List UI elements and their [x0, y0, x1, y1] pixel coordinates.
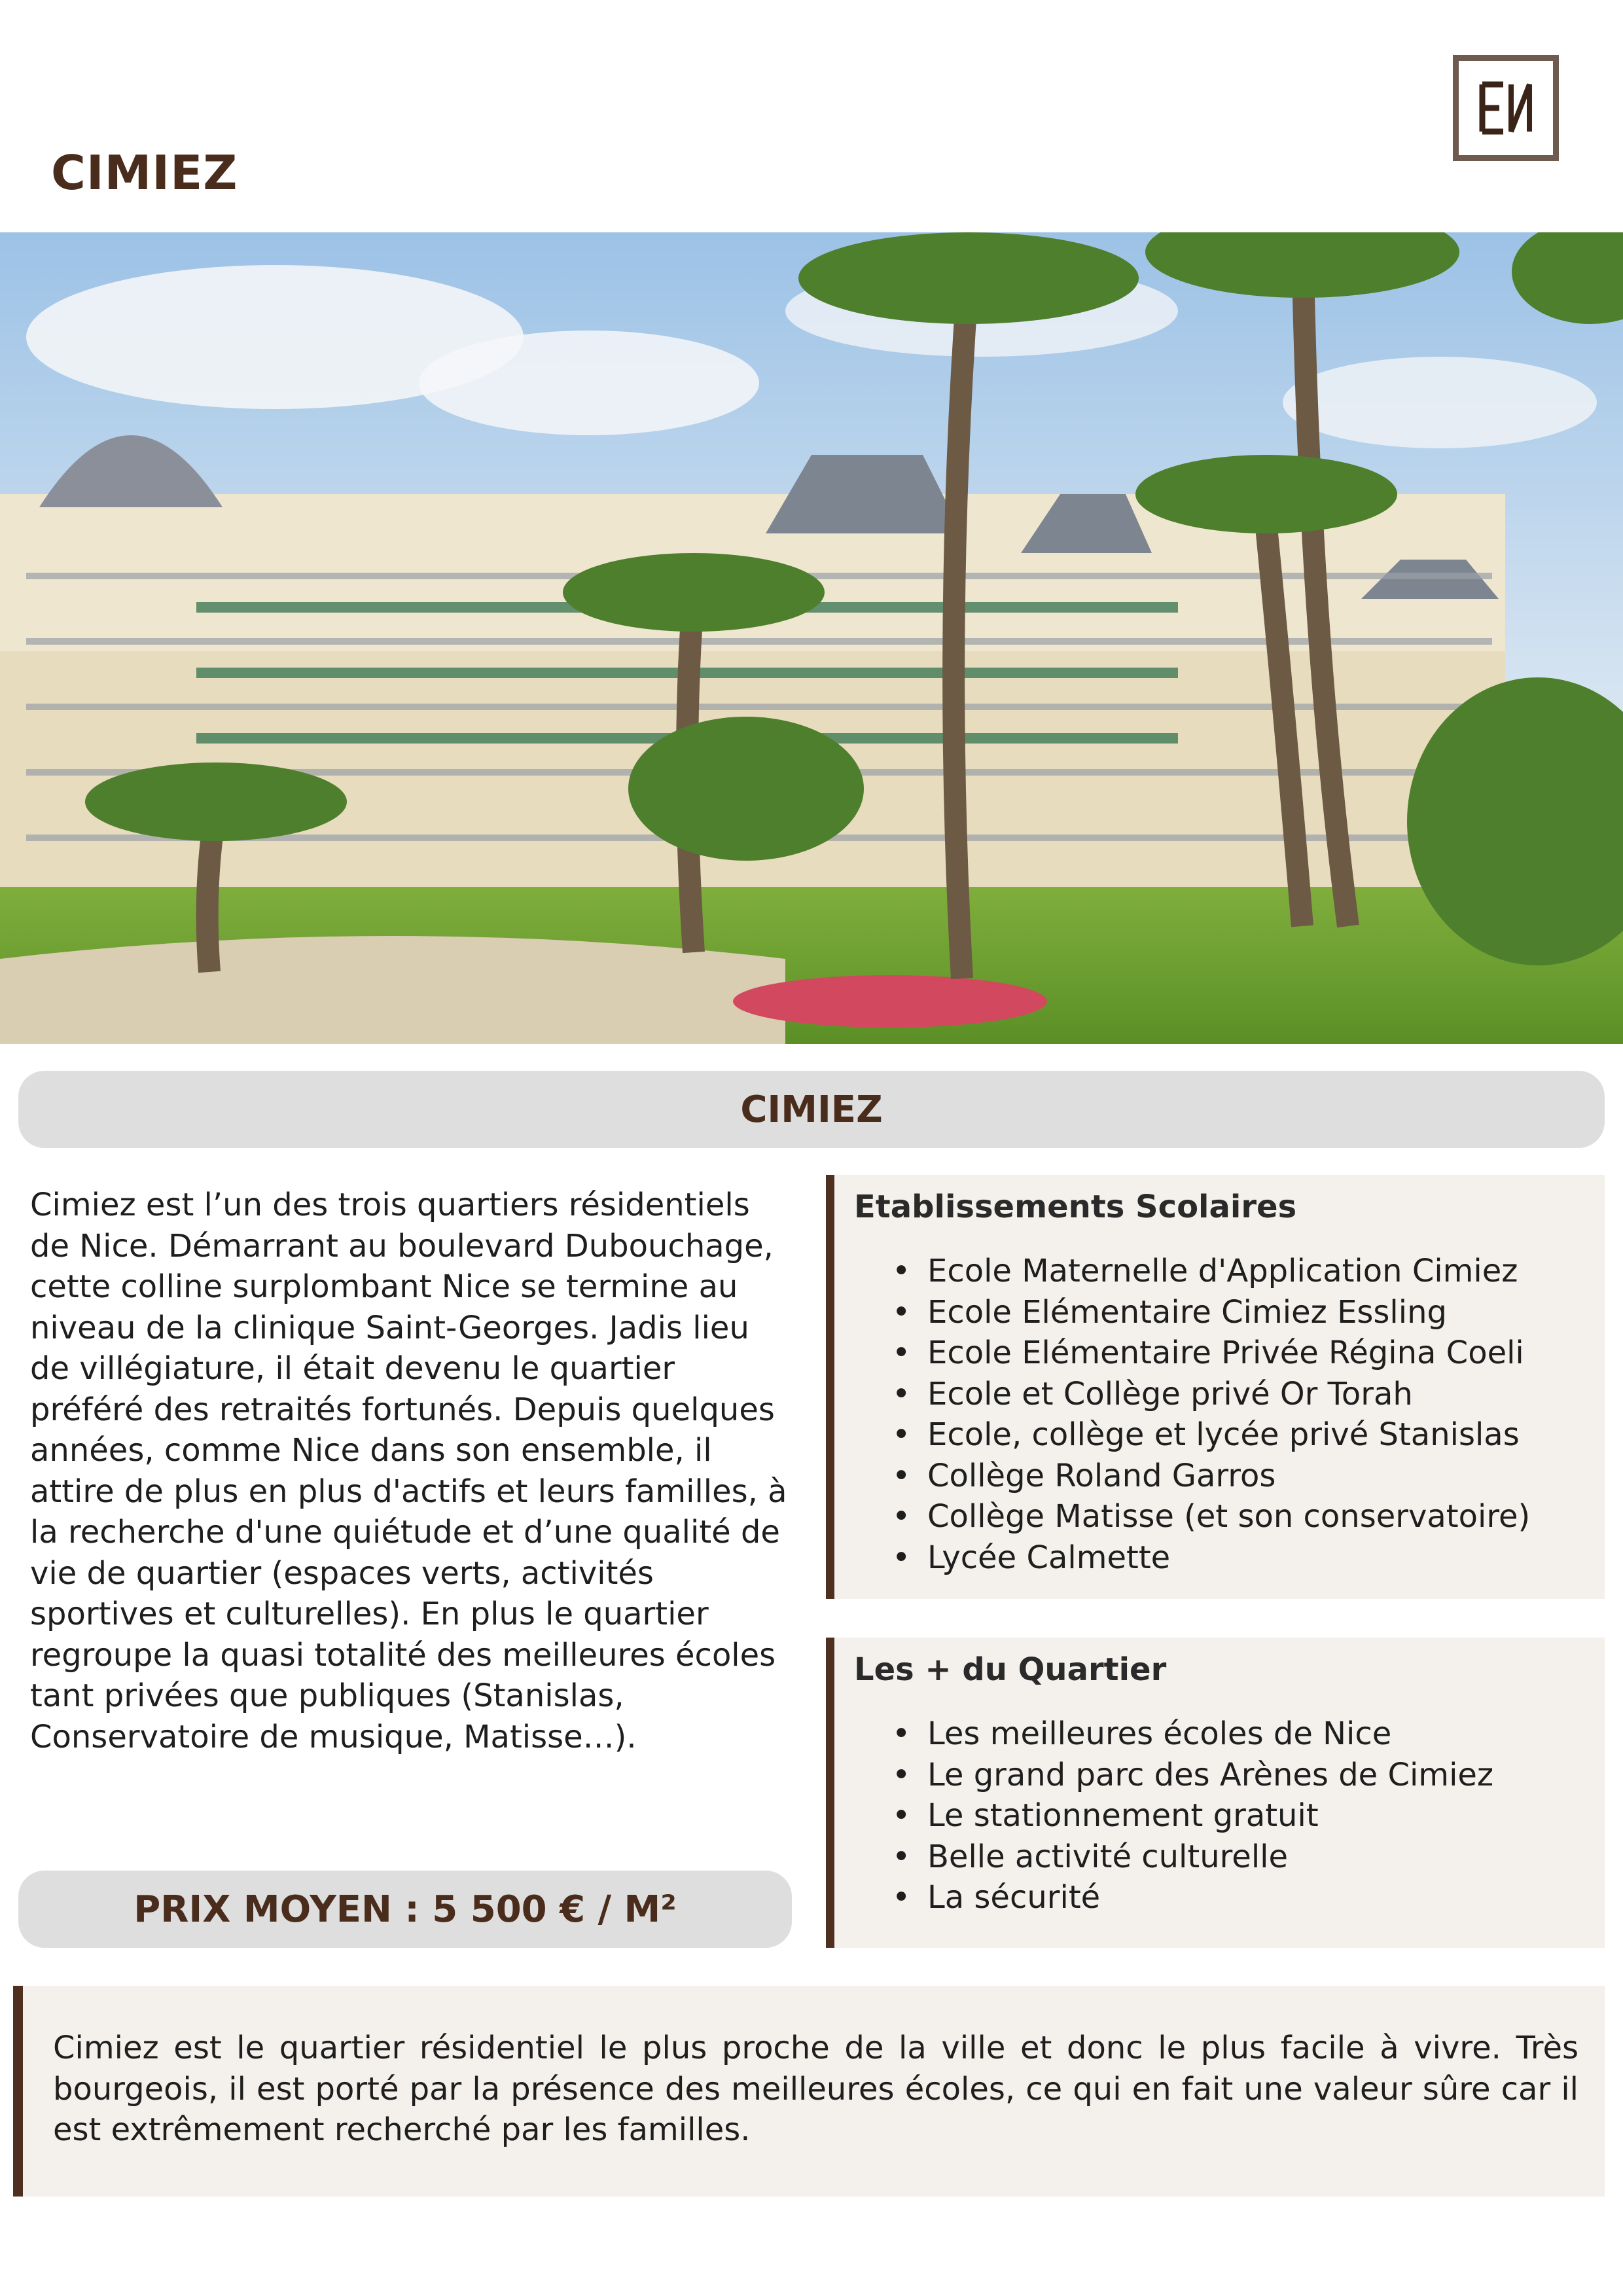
schools-box	[826, 1175, 1605, 1599]
page-title: CIMIEZ	[51, 145, 238, 200]
average-price-badge: PRIX MOYEN : 5 500 € / M²	[18, 1871, 792, 1948]
hotel-palm-photo	[0, 232, 1623, 1044]
section-title: CIMIEZ	[18, 1071, 1605, 1148]
list-item: • Le stationnement gratuit	[854, 1795, 1592, 1837]
conclusion-text: Cimiez est le quartier résidentiel le plus proche de la ville et donc le plus facile à vivre. Très bourgeois, il est porté par la présence des meilleures écoles, ce qui en fait une valeur sûre car il est extrêmement recherché par les familles.	[53, 2030, 1578, 2148]
neighborhood-description: Cimiez est l’un des trois quartiers résidentiels de Nice. Démarrant au boulevard Dubouchage, cette colline surplombant Nice se termine au niveau de la clinique Saint-Georges. Jadis lieu de villégiature, il était devenu le quartier préféré des retraités fortunés. Depuis quelques années, comme Nice dans son ensemble, il attire de plus en plus d'actifs et leurs familles, à la recherche d'une quiétude et d’une qualité de vie de quartier (espaces verts, activités sportives et culturelles). En plus le quartier regroupe la quasi totalité des meilleures écoles tant privées que publiques (Stanislas, Conservatoire de musique, Matisse…).	[30, 1187, 787, 1755]
hero-photo	[0, 232, 1623, 1044]
bullet-icon: •	[892, 1335, 911, 1371]
bullet-icon: •	[892, 1293, 911, 1331]
en-monogram-icon	[1459, 61, 1553, 155]
bullet-icon: •	[892, 1715, 911, 1752]
list-item: • Ecole et Collège privé Or Torah	[854, 1374, 1592, 1415]
bullet-icon: •	[892, 1253, 911, 1289]
bullet-icon: •	[892, 1457, 911, 1494]
list-item: • Ecole, collège et lycée privé Stanislas	[854, 1414, 1592, 1456]
list-item: • Ecole Maternelle d'Application Cimiez	[854, 1251, 1592, 1292]
pluses-list	[854, 1713, 1592, 1918]
pluses-heading: Les + du Quartier	[854, 1651, 1167, 1688]
conclusion-box	[13, 1986, 1605, 2197]
list-item: • Lycée Calmette	[854, 1537, 1592, 1579]
bullet-icon: •	[892, 1416, 911, 1453]
bullet-icon: •	[892, 1838, 911, 1875]
list-item: • Ecole Elémentaire Cimiez Essling	[854, 1292, 1592, 1333]
bullet-icon: •	[892, 1498, 911, 1535]
list-item: • Collège Matisse (et son conservatoire)	[854, 1496, 1592, 1537]
list-item: • La sécurité	[854, 1877, 1592, 1918]
list-item: • Collège Roland Garros	[854, 1456, 1592, 1497]
schools-heading: Etablissements Scolaires	[854, 1189, 1297, 1225]
bullet-icon: •	[892, 1539, 911, 1576]
list-item: • Les meilleures écoles de Nice	[854, 1713, 1592, 1755]
bullet-icon: •	[892, 1756, 911, 1793]
schools-list	[854, 1251, 1592, 1578]
list-item: • Le grand parc des Arènes de Cimiez	[854, 1755, 1592, 1796]
bullet-icon: •	[892, 1375, 911, 1412]
list-item: • Belle activité culturelle	[854, 1837, 1592, 1878]
brand-logo	[1453, 55, 1559, 161]
neighborhood-pluses-box	[826, 1638, 1605, 1948]
list-item: • Ecole Elémentaire Privée Régina Coeli	[854, 1333, 1592, 1374]
bullet-icon: •	[892, 1879, 911, 1916]
bullet-icon: •	[892, 1797, 911, 1834]
